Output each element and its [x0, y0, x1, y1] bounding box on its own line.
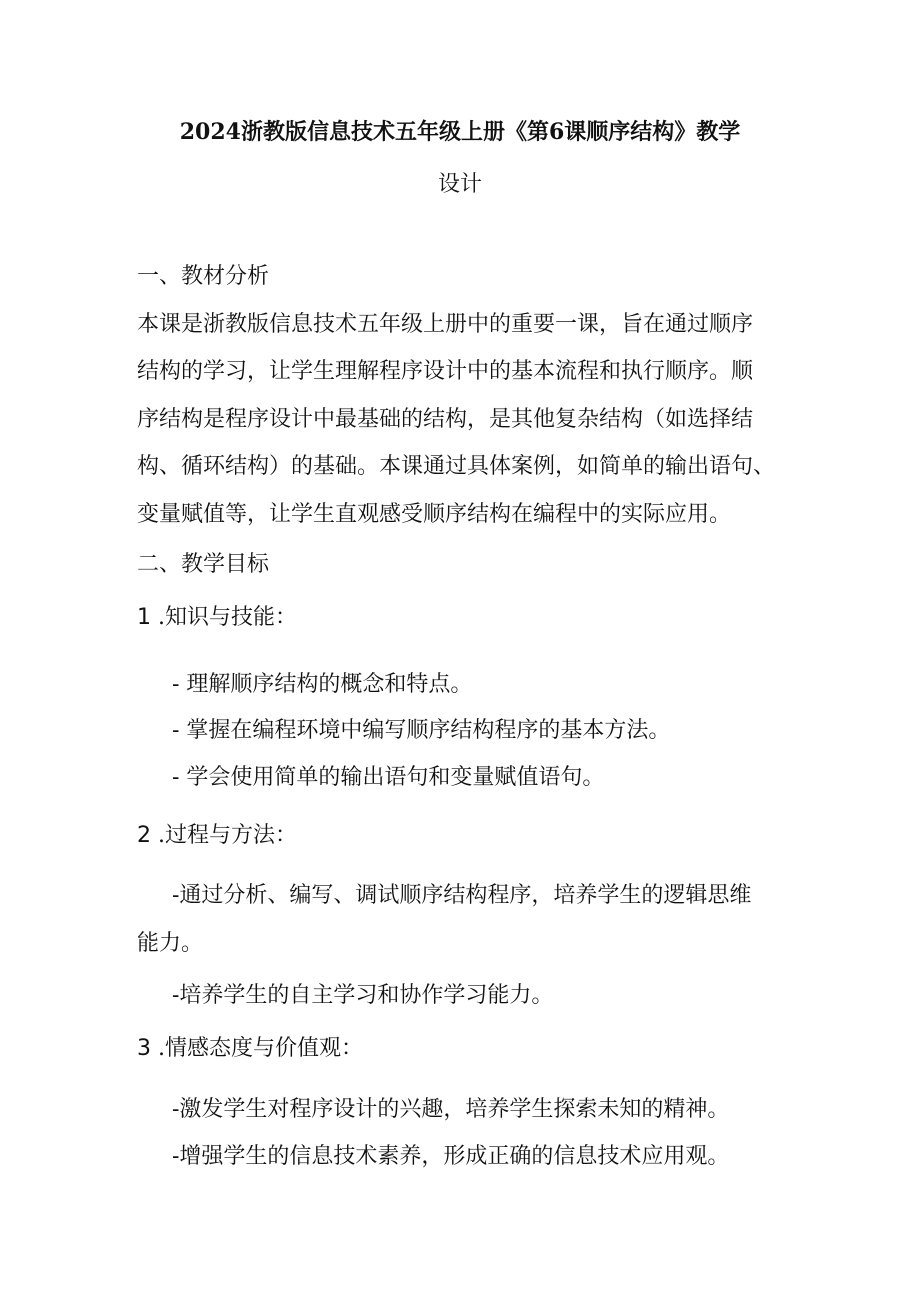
list-item: - 掌握在编程环境中编写顺序结构程序的基本方法。 — [172, 718, 671, 743]
goal-number: 2 — [137, 823, 151, 848]
goal-label: .知识与技能： — [158, 605, 297, 630]
list-item: -增强学生的信息技术素养，形成正确的信息技术应用观。 — [172, 1144, 730, 1169]
goal-number: 3 — [137, 1036, 151, 1061]
paragraph-line: 结构的学习，让学生理解程序设计中的基本流程和执行顺序。顺 — [137, 359, 754, 384]
doc-title-line2: 设计 — [437, 172, 482, 197]
paragraph-line: 本课是浙教版信息技术五年级上册中的重要一课，旨在通过顺序 — [137, 312, 754, 337]
goal-heading-attitude — [137, 1034, 363, 1064]
list-item-continuation: 能力。 — [137, 931, 204, 956]
list-item: -通过分析、编写、调试顺序结构程序，培养学生的逻辑思维 — [172, 883, 752, 908]
goal-number: 1 — [137, 605, 151, 630]
goal-heading-knowledge — [137, 603, 297, 633]
doc-title-line1: 2024浙教版信息技术五年级上册《第6课顺序结构》教学 — [179, 119, 741, 145]
list-item: -培养学生的自主学习和协作学习能力。 — [172, 983, 554, 1008]
goal-label: .过程与方法： — [158, 823, 297, 848]
list-item: -激发学生对程序设计的兴趣，培养学生探索未知的精神。 — [172, 1097, 730, 1122]
section-heading-materials: 一、教材分析 — [137, 264, 270, 289]
list-item: - 理解顺序结构的概念和特点。 — [172, 672, 473, 697]
paragraph-line: 序结构是程序设计中最基础的结构，是其他复杂结构（如选择结 — [137, 407, 754, 432]
goal-heading-process — [137, 821, 297, 851]
section-heading-goals: 二、教学目标 — [137, 552, 270, 577]
goal-label: .情感态度与价值观： — [158, 1036, 363, 1061]
list-item: - 学会使用简单的输出语句和变量赋值语句。 — [172, 765, 605, 790]
paragraph-line: 构、循环结构）的基础。本课通过具体案例，如简单的输出语句、 — [137, 454, 776, 479]
paragraph-line: 变量赋值等，让学生直观感受顺序结构在编程中的实际应用。 — [137, 502, 732, 527]
